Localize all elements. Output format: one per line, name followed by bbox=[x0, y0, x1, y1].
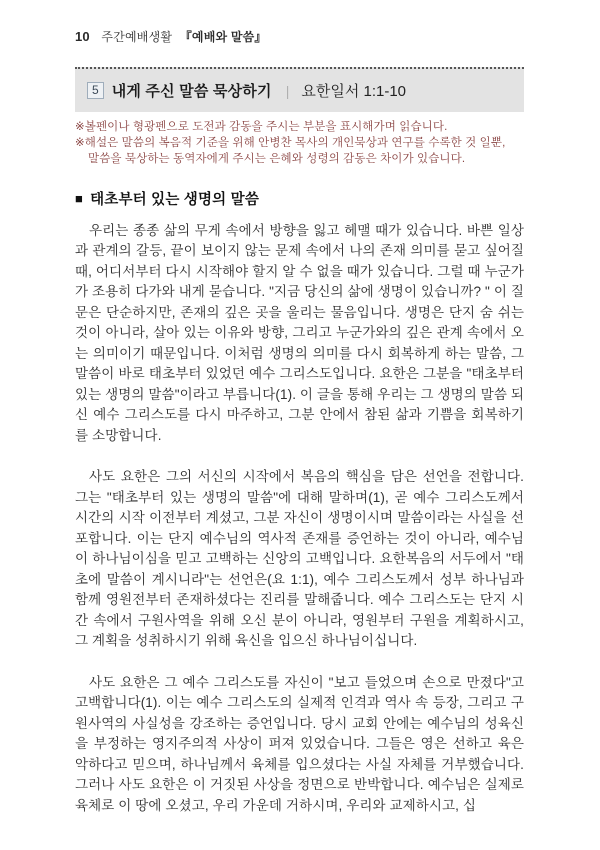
header-series-title: 주간예배생활 bbox=[101, 30, 173, 44]
note-line-1: ※볼펜이나 형광펜으로 도전과 감동을 주시는 부분을 표시해가며 읽습니다. bbox=[75, 121, 448, 133]
paragraph-1: 우리는 종종 삶의 무게 속에서 방향을 잃고 헤맬 때가 있습니다. 바쁜 일상과 관계의 갈등, 끝이 보이지 않는 문제 속에서 나의 존재 의미를 묻고 싶어질 때, 어디서부터 다시 시작해야 할지 알 수 없을 때가 있습니다. 그럴 때 누군가가 조용히 다가와 내게 묻습니다. "지금 당신의 삶에 생명이 있습니까? " 이 질문은 단순하지만, 존재의 깊은 곳을 울리는 물음입니다. 생명은 단지 숨 쉬는 것이 아니라, 살아 있는 이유와 방향, 그리고 누군가와의 깊은 관계 속에서 오는 의미이기 때문입니다. 이처럼 생명의 의미를 다시 회복하게 하는 말씀, 그 말씀이 바로 태초부터 있었던 예수 그리스도입니다. 요한은 그분을 "태초부터 있는 생명의 말씀"이라고 부릅니다(1). 이 글을 통해 우리는 그 생명의 말씀 되신 예수 그리스도를 다시 마주하고, 그분 안에서 참된 삶과 기쁨을 회복하기를 소망합니다. bbox=[75, 222, 525, 443]
header-book-title: 『예배와 말씀』 bbox=[179, 30, 267, 44]
note-line-3: 말씀을 묵상하는 동역자에게 주시는 은혜와 성령의 감동은 차이가 있습니다. bbox=[88, 152, 466, 165]
section-heading-text: 태초부터 있는 생명의 말씀 bbox=[90, 191, 260, 208]
page-number: 10 bbox=[75, 29, 90, 44]
paragraph-2: 사도 요한은 그의 서신의 시작에서 복음의 핵심을 담은 선언을 전합니다. 그는 "태초부터 있는 생명의 말씀"에 대해 말하며(1), 곧 예수 그리스도께서 시간의 시작 이전부터 계셨고, 그분 자신이 생명이시며 말씀이라는 사실을 선포합니다. 이는 단지 예수님의 역사적 존재를 증언하는 것이 아니라, 예수님이 하나님이심을 믿고 고백하는 신앙의 고백입니다. 요한복음의 서두에서 "태초에 말씀이 계시니라"는 선언은(요 1:1), 예수 그리스도께서 성부 하나님과 함께 영원전부터 존재하셨다는 진리를 말해줍니다. 예수 그리스도는 단지 시간 속에서 구원사역을 위해 오신 분이 아니라, 영원부터 구원을 계획하시고, 그 계획을 성취하시기 위해 육신을 입으신 하나님이십니다. bbox=[75, 469, 524, 649]
paragraph-3: 사도 요한은 그 예수 그리스도를 자신이 "보고 들었으며 손으로 만졌다"고 고백합니다(1). 이는 예수 그리스도의 실제적 인격과 역사 속 등장, 그리고 구원사역의 사실성을 강조하는 증언입니다. 당시 교회 안에는 예수님의 성육신을 부정하는 영지주의적 사상이 퍼져 있었습니다. 그들은 영은 선하고 육은 악하다고 믿으며, 하나님께서 육체를 입으셨다는 사실 자체를 거부했습니다. 그러나 사도 요한은 이 거짓된 사상을 정면으로 반박합니다. 예수님은 실제로 육체로 이 땅에 오셨고, 우리 가운데 거하시며, 우리와 교제하시고, 십 bbox=[75, 674, 524, 813]
square-bullet-icon: ■ bbox=[75, 190, 84, 206]
section-number-badge: 5 bbox=[87, 82, 104, 99]
reading-notes bbox=[75, 120, 524, 168]
section-title-box bbox=[75, 67, 524, 112]
section-heading bbox=[75, 188, 524, 209]
note-line-2: ※해설은 말씀의 복음적 기준을 위해 안병찬 목사의 개인묵상과 연구를 수록한 것 일뿐, bbox=[75, 136, 506, 149]
page-header bbox=[75, 28, 524, 45]
section-title: 내게 주신 말씀 묵상하기 bbox=[111, 83, 272, 100]
scripture-reference: 요한일서 1:1-10 bbox=[301, 83, 407, 100]
title-separator: | bbox=[285, 82, 290, 99]
body-text bbox=[75, 221, 524, 817]
